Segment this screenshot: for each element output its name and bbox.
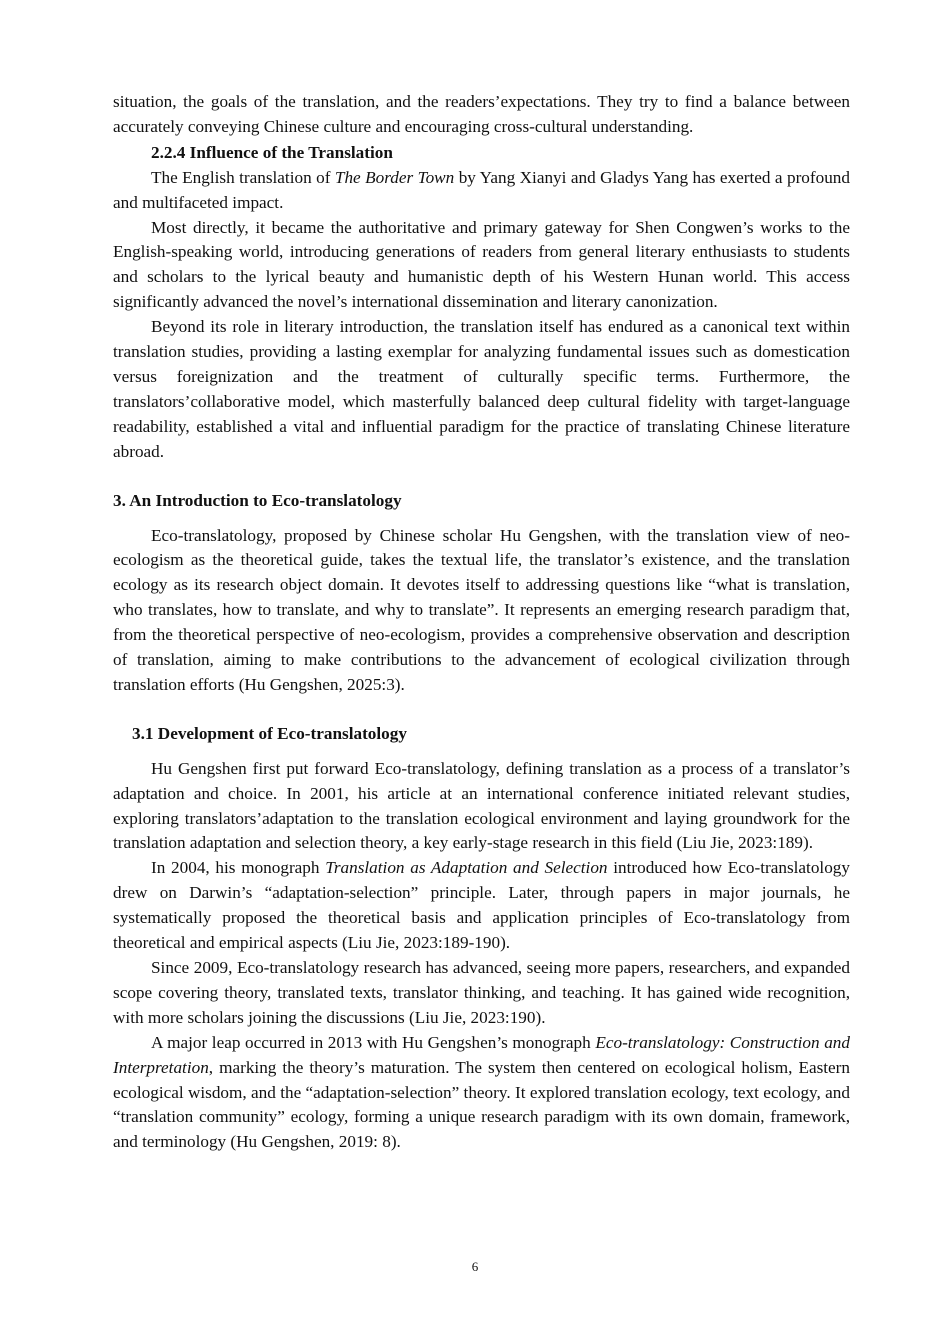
book-title-the-border-town: The Border Town bbox=[334, 167, 455, 187]
paragraph-development-2013: A major leap occurred in 2013 with Hu Gengshen’s monograph Eco-translatology: Construction and Interpretation, marking the theory’s maturation. The system then centered on ecological holism, Eastern ecological wisdom, and the “adaptation-selection” theory. It explored translation ecology, text ecology, and “translation community” ecology, forming a unique research paradigm with its own domain, framework, and terminology (Hu Gengshen, 2019: 8). bbox=[113, 1032, 850, 1152]
paragraph-development-2009: Since 2009, Eco-translatology research has advanced, seeing more papers, researchers, and expanded scope covering theory, translated texts, translator thinking, and teaching. It has gained wide recognition, with more scholars joining the discussions (Liu Jie, 2023:190). bbox=[113, 958, 850, 1027]
paragraph-canonical-text: Beyond its role in literary introduction, the translation itself has endured as a canonical text within translation studies, providing a lasting exemplar for analyzing fundamental issues such as domestication versus foreignization and the treatment of culturally specific terms. Furthermore, the translators’collaborative model, which masterfully balanced deep cultural fidelity with target-language readability, established a vital and influential paradigm for the practice of translating Chinese literature abroad. bbox=[113, 317, 850, 461]
heading-3-1: 3.1 Development of Eco-translatology bbox=[132, 723, 407, 743]
paragraph-development-2001: Hu Gengshen first put forward Eco-translatology, defining translation as a process of a translator’s adaptation and choice. In 2001, his article at an international conference initiated relevant studies, exploring translators’adaptation to the translation ecological environment and laying groundwork for the translation adaptation and selection theory, a key early-stage research in this field (Liu Jie, 2023:189). bbox=[113, 758, 850, 853]
paragraph-translation-impact: The English translation of The Border Town by Yang Xianyi and Gladys Yang has exerted a profound and multifaceted impact. bbox=[113, 167, 850, 212]
book-title-construction-interpretation: Eco-translatology: Construction and Interpretation bbox=[113, 1032, 850, 1077]
document-page bbox=[113, 90, 850, 1155]
heading-2-2-4: 2.2.4 Influence of the Translation bbox=[151, 142, 393, 162]
paragraph-continuation: situation, the goals of the translation, and the readers’expectations. They try to find a balance between accurately conveying Chinese culture and encouraging cross-cultural understanding. bbox=[113, 92, 850, 136]
book-title-adaptation-selection: Translation as Adaptation and Selection bbox=[325, 858, 608, 878]
paragraph-eco-translatology-intro: Eco-translatology, proposed by Chinese scholar Hu Gengshen, with the translation view of neo-ecologism as the theoretical guide, takes the textual life, the translator’s existence, and the translation ecology as its research object domain. It devotes itself to addressing questions like “what is translation, who translates, how to translate, and why to translate”. It represents an emerging research paradigm that, from the theoretical perspective of neo-ecologism, provides a comprehensive observation and description of translation, aiming to make contributions to the advancement of ecological civilization through translation efforts (Hu Gengshen, 2025:3). bbox=[113, 525, 850, 694]
paragraph-gateway: Most directly, it became the authoritative and primary gateway for Shen Congwen’s works to the English-speaking world, introducing generations of readers from general literary enthusiasts to students and scholars to the lyrical beauty and humanistic depth of his Western Hunan world. This access significantly advanced the novel’s international dissemination and literary canonization. bbox=[113, 217, 850, 312]
page-number: 6 bbox=[471, 1259, 479, 1274]
paragraph-development-2004: In 2004, his monograph Translation as Adaptation and Selection introduced how Eco-translatology drew on Darwin’s “adaptation-selection” principle. Later, through papers in major journals, he systematically proposed the theoretical basis and application principles of Eco-translatology from theoretical and empirical aspects (Liu Jie, 2023:189-190). bbox=[113, 858, 850, 953]
heading-3: 3. An Introduction to Eco-translatology bbox=[113, 490, 402, 510]
